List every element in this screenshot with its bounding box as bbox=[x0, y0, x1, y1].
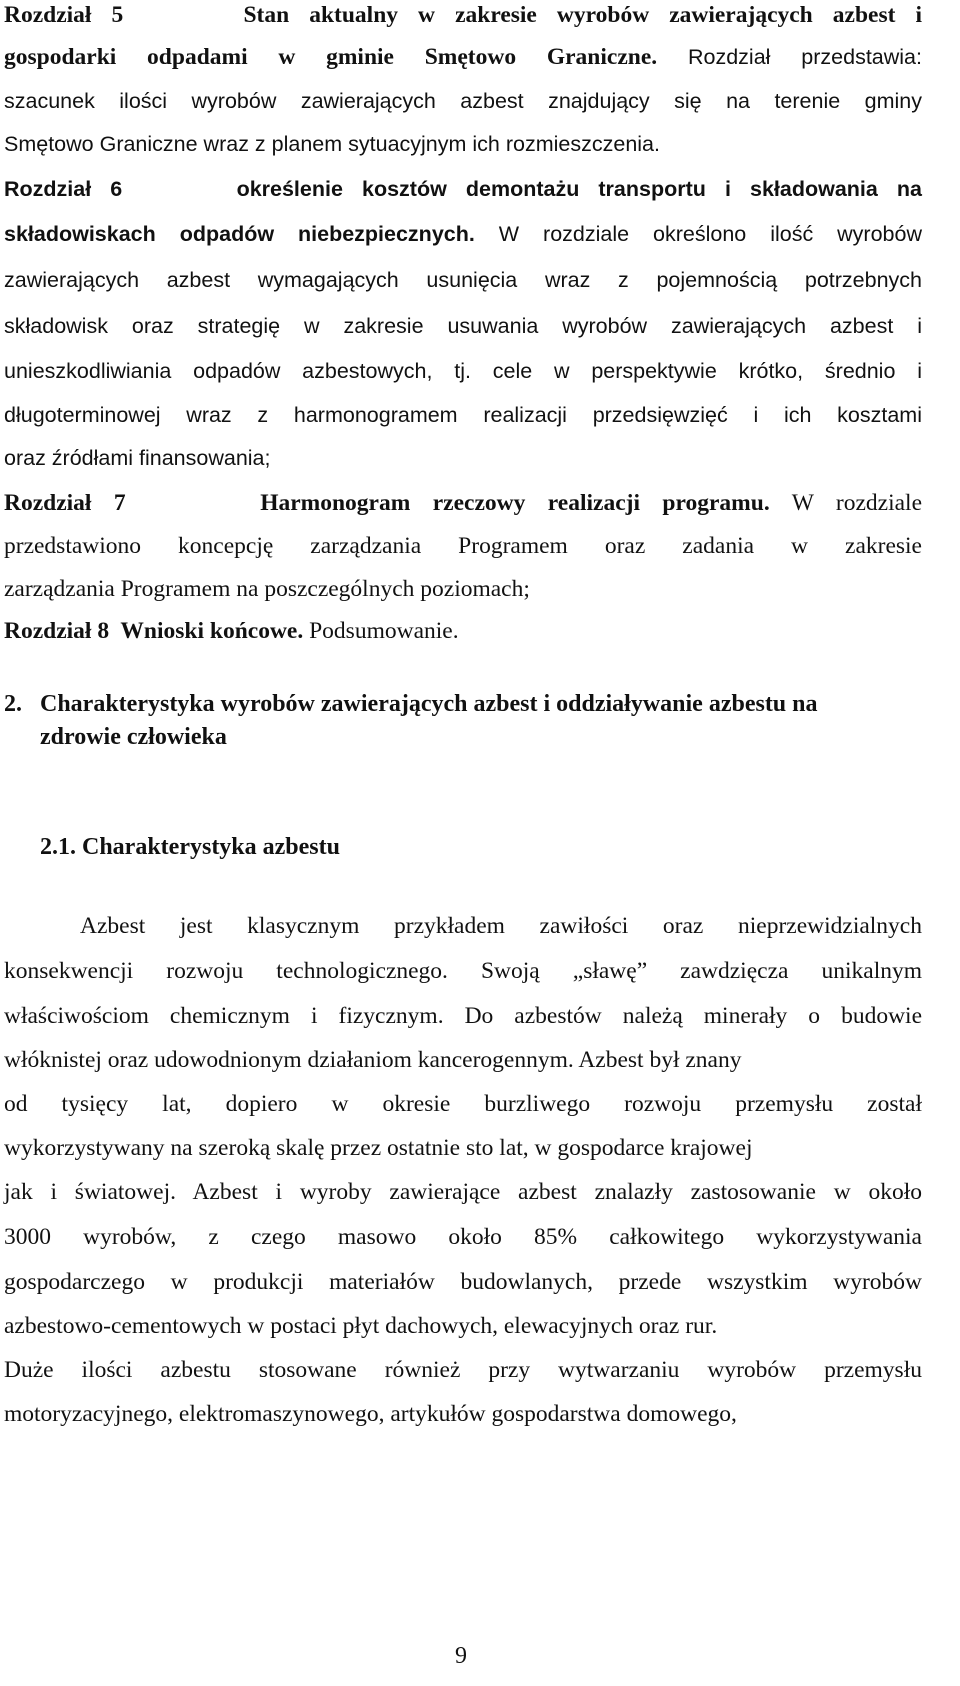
body-line-9: gospodarczego w produkcji materiałów budowlanych, przede wszystkim wyrobów bbox=[4, 1269, 922, 1295]
chapter-7-line-3: zarządzania Programem na poszczególnych poziomach; bbox=[4, 576, 530, 602]
body-line-2: konsekwencji rozwoju technologicznego. Swoją „sławę” zawdzięcza unikalnym bbox=[4, 958, 922, 984]
body-line-8: 3000 wyrobów, z czego masowo około 85% całkowitego wykorzystywania bbox=[4, 1224, 922, 1250]
body-line-5: od tysięcy lat, dopiero w okresie burzliwego rozwoju przemysłu został bbox=[4, 1091, 922, 1117]
chapter-8-line: Rozdział 8 Wnioski końcowe. Podsumowanie. bbox=[4, 618, 459, 644]
chapter-5-line-1: Rozdział 5 Stan aktualny w zakresie wyrobów zawierających azbest i bbox=[4, 2, 922, 28]
section-2-1-title: 2.1. Charakterystyka azbestu bbox=[40, 834, 340, 860]
body-line-6: wykorzystywany na szeroką skalę przez ostatnie sto lat, w gospodarce krajowej bbox=[4, 1135, 753, 1161]
body-line-10: azbestowo-cementowych w postaci płyt dachowych, elewacyjnych oraz rur. bbox=[4, 1313, 718, 1339]
chapter-6-line-5: unieszkodliwiania odpadów azbestowych, tj. cele w perspektywie krótko, średnio i bbox=[4, 359, 922, 383]
section-2-title-line-1: Charakterystyka wyrobów zawierających azbest i oddziaływanie azbestu na bbox=[40, 691, 818, 717]
section-2-title-line-2: zdrowie człowieka bbox=[40, 724, 227, 750]
chapter-6-line-3: zawierających azbest wymagających usunięcia wraz z pojemnością potrzebnych bbox=[4, 268, 922, 292]
chapter-6-line-7: oraz źródłami finansowania; bbox=[4, 446, 271, 470]
chapter-7-line-2: przedstawiono koncepcję zarządzania Programem oraz zadania w zakresie bbox=[4, 533, 922, 559]
chapter-6-line-1: Rozdział 6 określenie kosztów demontażu transportu i składowania na bbox=[4, 177, 922, 201]
body-line-3: właściwościom chemicznym i fizycznym. Do azbestów należą minerały o budowie bbox=[4, 1003, 922, 1029]
chapter-7-line-1: Rozdział 7 Harmonogram rzeczowy realizacji programu. W rozdziale bbox=[4, 490, 922, 516]
section-2-number: 2. bbox=[4, 691, 22, 717]
body-line-1: Azbest jest klasycznym przykładem zawiłości oraz nieprzewidzialnych bbox=[80, 913, 922, 939]
chapter-6-line-2: składowiskach odpadów niebezpiecznych. W rozdziale określono ilość wyrobów bbox=[4, 222, 922, 246]
page-number: 9 bbox=[455, 1643, 467, 1669]
body-line-4: włóknistej oraz udowodnionym działaniom kancerogennym. Azbest był znany bbox=[4, 1047, 742, 1073]
chapter-5-line-2: gospodarki odpadami w gminie Smętowo Graniczne. Rozdział przedstawia: bbox=[4, 44, 922, 70]
chapter-5-line-3: szacunek ilości wyrobów zawierających azbest znajdujący się na terenie gminy bbox=[4, 89, 922, 113]
chapter-5-line-4: Smętowo Graniczne wraz z planem sytuacyjnym ich rozmieszczenia. bbox=[4, 132, 660, 156]
body-line-7: jak i światowej. Azbest i wyroby zawierające azbest znalazły zastosowanie w około bbox=[4, 1179, 922, 1205]
body-line-12: motoryzacyjnego, elektromaszynowego, artykułów gospodarstwa domowego, bbox=[4, 1401, 737, 1427]
chapter-6-line-4: składowisk oraz strategię w zakresie usuwania wyrobów zawierających azbest i bbox=[4, 314, 922, 338]
body-line-11: Duże ilości azbestu stosowane również przy wytwarzaniu wyrobów przemysłu bbox=[4, 1357, 922, 1383]
chapter-6-line-6: długoterminowej wraz z harmonogramem realizacji przedsięwzięć i ich kosztami bbox=[4, 403, 922, 427]
